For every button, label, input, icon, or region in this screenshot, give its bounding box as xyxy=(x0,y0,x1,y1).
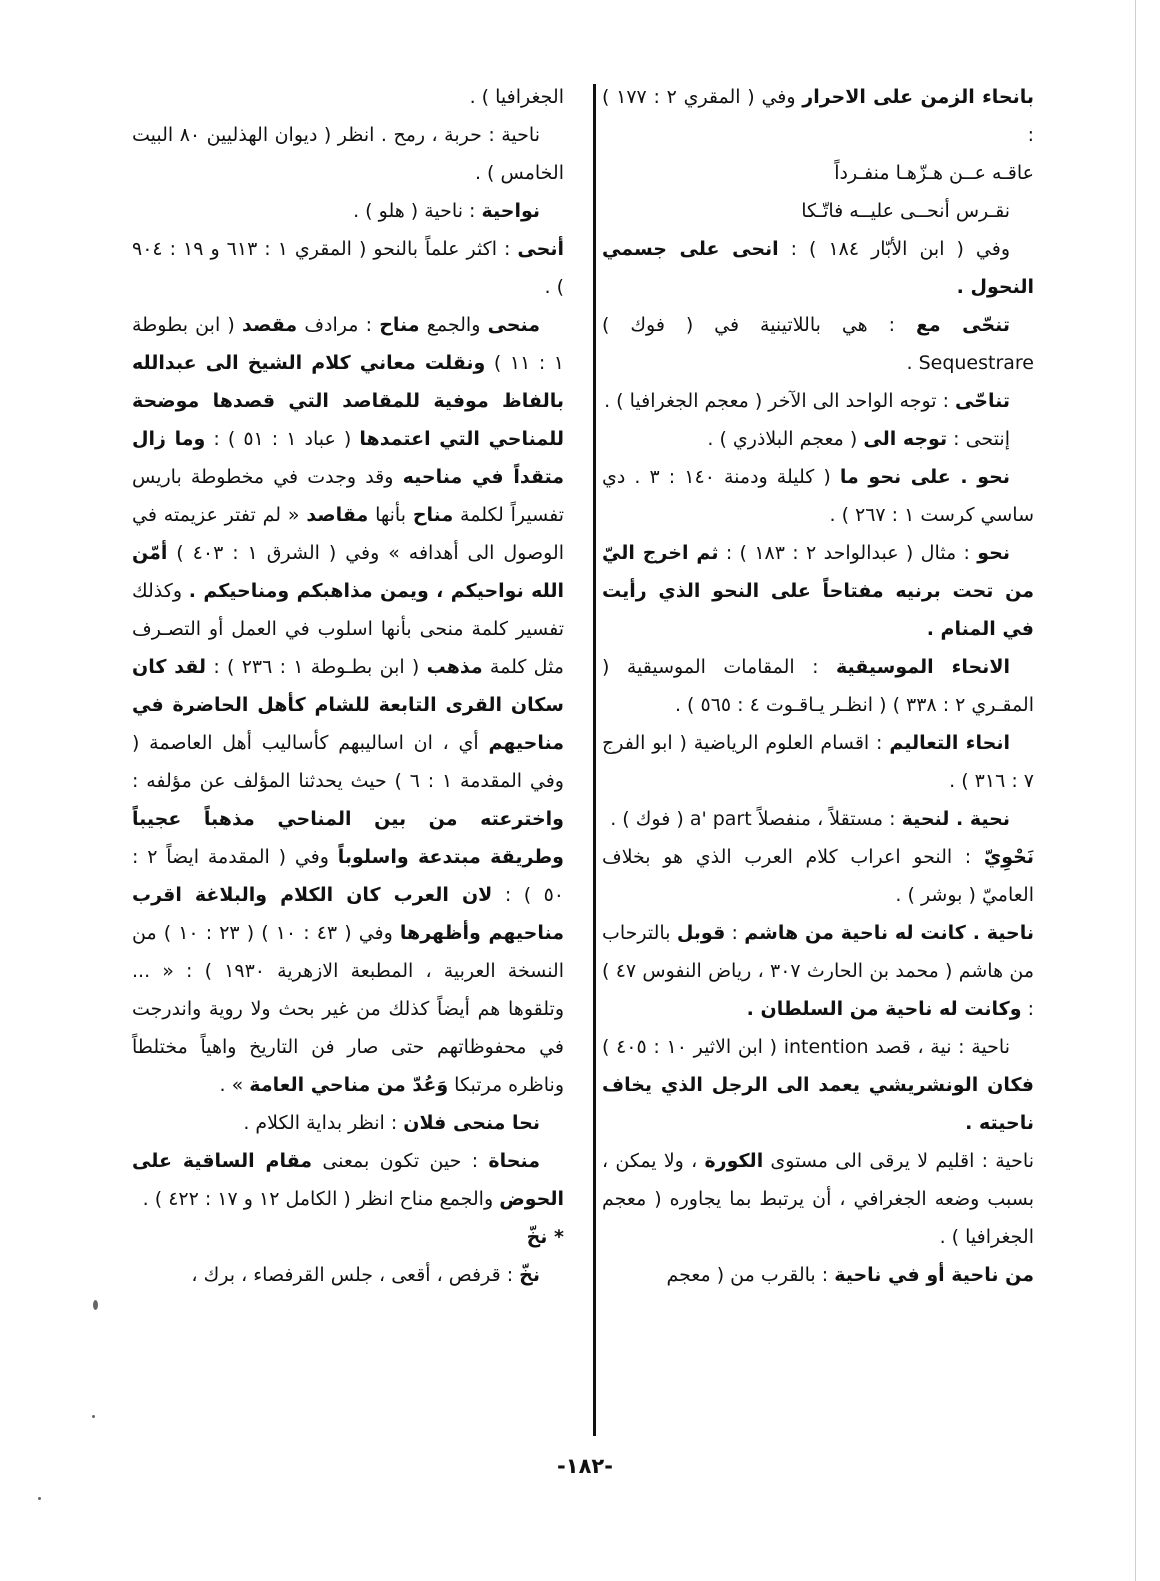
entry-paragraph xyxy=(602,724,1034,800)
headword-text: قوبل xyxy=(676,922,726,944)
entry-paragraph xyxy=(602,306,1034,382)
entry-paragraph xyxy=(132,1218,564,1256)
entry-paragraph xyxy=(602,458,1034,534)
entry-paragraph xyxy=(602,1142,1034,1256)
headword-text: الانحاء الموسيقية xyxy=(835,656,1010,678)
body-text: ( ابن بطوطة ١ : ١١ ) xyxy=(132,314,564,374)
entry-paragraph xyxy=(602,230,1034,306)
entry-paragraph xyxy=(602,800,1034,838)
body-text: الجغرافيا ) . xyxy=(469,86,564,108)
body-text: : حين تكون بمعنى xyxy=(312,1150,489,1172)
entry-paragraph xyxy=(132,1104,564,1142)
scan-speck xyxy=(38,1497,41,1500)
body-text: ناحية : نية ، قصد intention ( ابن الاثير ١٠ : ٤٠٥ ) xyxy=(602,1036,1010,1058)
body-text: : اقسام العلوم الرياضية ( ابو الفرج ٧ : ٣١٦ ) . xyxy=(602,732,1034,792)
headword-text: وكانت له ناحية من السلطان . xyxy=(746,998,1022,1020)
entry-paragraph xyxy=(132,1256,564,1294)
entry-paragraph xyxy=(132,78,564,116)
headword-text: من ناحية أو في ناحية xyxy=(834,1264,1034,1286)
right-text-column xyxy=(602,78,1034,1294)
headword-text: أنحى xyxy=(517,238,564,260)
headword-text: انحى على جسمي النحول . xyxy=(602,238,1034,298)
body-text: والجمع xyxy=(419,314,488,336)
entry-paragraph xyxy=(602,1028,1034,1142)
entry-paragraph xyxy=(602,154,1034,192)
body-text: إنتحى : xyxy=(947,428,1010,450)
headword-text: الكورة xyxy=(704,1150,764,1172)
body-text: « لم تفتر عزيمته في الوصول الى أهدافه » وفي ( الشرق ١ : ٤٠٣ ) xyxy=(132,504,565,564)
body-text: وكذلك تفسير كلمة منحى بأنها اسلوب في العمل أو التصـرف مثل كلمة xyxy=(132,580,564,678)
entry-paragraph xyxy=(132,306,564,1104)
headword-text: تنحّى مع xyxy=(915,314,1010,336)
headword-text: ونقلت معاني كلام الشيخ الى عبدالله بالفاظ موفية للمقاصد التي قصدها موضحة للمناحي التي اعتمدها xyxy=(132,352,565,450)
body-text: ، ولا يمكن ، بسبب وضعه الجغرافي ، أن يرتبط بما يجاوره ( معجم الجغرافيا ) . xyxy=(602,1150,1034,1248)
headword-text: نَحْوِيّ xyxy=(983,846,1034,868)
body-text: » . xyxy=(219,1074,250,1096)
body-text: وفي ( ٤٣ : ١٠ ) ( ٢٣ : ١٠ ) من النسخة العربية ، المطبعة الازهرية ١٩٣٠ ) : « ... وتلقوها هم أيضاً كذلك من غير بحث ولا روية واندرجت في محفوظاتهم حتى صار فن التاريخ واهياً مختلطاً وناظره مرتبكا xyxy=(132,922,565,1096)
body-text: : المقامات الموسيقية ( المقـري ٢ : ٣٣٨ ) ( انظـر يـاقـوت ٤ : ٥٦٥ ) . xyxy=(602,656,1034,716)
body-text: أي ، ان اساليبهم كأساليب أهل العاصمة ( وفي المقدمة ١ : ٦ ) حيث يحدثنا المؤلف عن مؤلفه : xyxy=(132,732,564,792)
headword-text: مقام الساقية على الحوض xyxy=(132,1150,564,1210)
scan-edge-line xyxy=(1135,0,1136,1581)
entry-paragraph xyxy=(132,116,564,192)
headword-text: مناح xyxy=(379,314,420,336)
headword-text: نحو . على نحو ما xyxy=(839,466,1011,488)
body-text: : هي باللاتينية في ( فوك ) Sequestrare . xyxy=(602,314,1034,374)
body-text: : xyxy=(725,922,745,944)
body-text: وفي ( المقدمة ايضاً ٢ : ٥٠ ) : xyxy=(132,846,564,906)
body-text: : مرادف xyxy=(297,314,380,336)
headword-text: نواحية xyxy=(481,200,540,222)
body-text: : انظر بداية الكلام . xyxy=(243,1112,404,1134)
entry-paragraph xyxy=(132,1142,564,1218)
scan-speck xyxy=(93,1300,98,1310)
headword-text: بانحاء الزمن على الاحرار xyxy=(802,86,1035,108)
entry-paragraph xyxy=(602,192,1034,230)
headword-text: نحا منحى فلان xyxy=(403,1112,540,1134)
headword-text: أمّن الله نواحيكم ، ويمن مذاهبكم ومناحيكم . xyxy=(132,542,564,602)
body-text: ( معجم البلاذري ) . xyxy=(707,428,864,450)
entry-paragraph xyxy=(602,1256,1034,1294)
headword-text: نخّ xyxy=(519,1264,540,1286)
headword-text: توجه الى xyxy=(863,428,948,450)
entry-paragraph xyxy=(602,78,1034,154)
column-divider xyxy=(593,84,596,1436)
left-text-column xyxy=(132,78,564,1294)
body-text: : بالقرب من ( معجم xyxy=(666,1264,835,1286)
page-number: -١٨٢- xyxy=(557,1454,613,1478)
body-text: ( كليلة ودمنة ١٤٠ : ٣ . دي ساسي كرست ١ : ٢٦٧ ) . xyxy=(602,466,1034,526)
headword-text: واخترعته من بين المناحي مذهباً عجيباً وطريقة مبتدعة واسلوباً xyxy=(132,808,564,868)
body-text: وفي ( المقري ٢ : ١٧٧ ) : xyxy=(602,86,1034,146)
headword-text: لقد كان سكان القرى التابعة للشام كأهل الحاضرة في مناحيهم xyxy=(132,656,564,754)
body-text: ناحية : اقليم لا يرقى الى مستوى xyxy=(763,1150,1034,1172)
headword-text: وَعُدّ من مناحي العامة xyxy=(249,1074,449,1096)
entry-paragraph xyxy=(602,382,1034,420)
entry-paragraph xyxy=(132,230,564,306)
body-text: : ناحية ( هلو ) . xyxy=(353,200,482,222)
body-text: ناحية : حربة ، رمح . انظر ( ديوان الهذليين ٨٠ البيت الخامس ) . xyxy=(132,124,564,184)
body-text: : قرفص ، أقعى ، جلس القرفصاء ، برك ، xyxy=(191,1264,520,1286)
body-text: : توجه الواحد الى الآخر ( معجم الجغرافيا ) . xyxy=(604,390,956,412)
body-text: : اكثر علماً بالنحو ( المقري ١ : ٦١٣ و ١٩ : ٩٠٤ ) . xyxy=(132,238,564,298)
entry-paragraph xyxy=(602,838,1034,914)
headword-text: منحى xyxy=(487,314,540,336)
body-text: بالترحاب من هاشم ( محمد بن الحارث ٣٠٧ ، رياض النفوس ٤٧ ) : xyxy=(602,922,1035,1020)
entry-paragraph xyxy=(132,192,564,230)
body-text: ( ابن بطـوطة ١ : ٢٣٦ ) : xyxy=(206,656,427,678)
body-text: ( عباد ١ : ٥١ ) : xyxy=(205,428,360,450)
body-text: بأنها xyxy=(368,504,413,526)
entry-paragraph xyxy=(602,648,1034,724)
body-text: : مثال ( عبدالواحد ٢ : ١٨٣ ) : xyxy=(718,542,978,564)
body-text: والجمع مناح انظر ( الكامل ١٢ و ١٧ : ٤٢٢ ) . xyxy=(142,1188,500,1210)
headword-text: مناح xyxy=(412,504,454,526)
body-text: وقد وجدت في مخطوطة باريس تفسيراً لكلمة xyxy=(132,466,564,526)
headword-text: منحاة xyxy=(488,1150,540,1172)
body-text: وفي ( ابن الأبّار ١٨٤ ) : xyxy=(778,238,1010,260)
headword-text: نحية . لنحية xyxy=(901,808,1010,830)
headword-text: وما زال متقداً في مناحيه xyxy=(132,428,565,488)
headword-text: انحاء التعاليم xyxy=(889,732,1010,754)
body-text: عاقـه عــن هـزّهـا منفـرداً xyxy=(834,162,1034,184)
headword-text: مقاصد xyxy=(306,504,369,526)
body-text: نقـرس أنحــى عليــه فاتّـكا xyxy=(801,200,1010,222)
headword-text: نحو xyxy=(977,542,1010,564)
headword-text: فكان الونشريشي يعمد الى الرجل الذي يخاف ناحيته . xyxy=(602,1074,1034,1134)
scan-speck xyxy=(92,1415,95,1418)
headword-text: تناحّى xyxy=(955,390,1010,412)
entry-paragraph xyxy=(602,420,1034,458)
headword-text: ناحية . كانت له ناحية من هاشم xyxy=(744,922,1035,944)
entry-paragraph xyxy=(602,534,1034,648)
headword-text: مقصد xyxy=(242,314,298,336)
headword-text: * نخّ xyxy=(526,1226,564,1248)
headword-text: لان العرب كان الكلام والبلاغة اقرب مناحيهم وأظهرها xyxy=(132,884,564,944)
body-text: : مستقلاً ، منفصلاً a' part ( فوك ) . xyxy=(610,808,902,830)
body-text: : النحو اعراب كلام العرب الذي هو بخلاف العاميّ ( بوشر ) . xyxy=(602,846,1034,906)
headword-text: مذهب xyxy=(426,656,483,678)
headword-text: ثم اخرج اليّ من تحت برنيه مفتاحاً على النحو الذي رأيت في المنام . xyxy=(602,542,1034,640)
entry-paragraph xyxy=(602,914,1034,1028)
